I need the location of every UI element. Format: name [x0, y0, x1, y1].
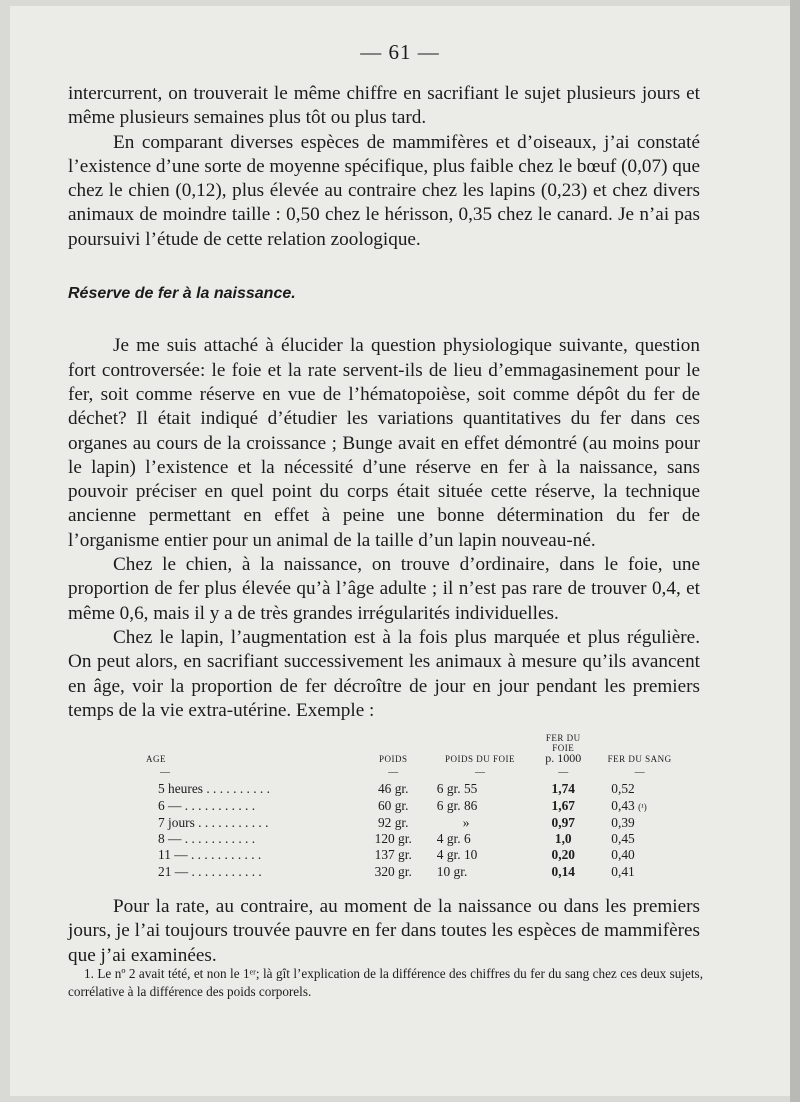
- cell-fer-foie: 0,20: [551, 847, 575, 863]
- cell-age: 8 — . . . . . . . . . . .: [158, 831, 256, 847]
- section-heading: Réserve de fer à la naissance.: [68, 285, 296, 303]
- cell-poids-foie: 6 gr. 55: [436, 781, 478, 797]
- dash-age: —: [160, 767, 170, 778]
- cell-poids: 320 gr.: [374, 863, 412, 879]
- book-spine-shadow: [790, 0, 800, 1102]
- fer-sang-value: 0,39: [611, 814, 635, 830]
- paragraph-3: Je me suis attaché à élucider la question physiologique suivante, question fort controversée: le foie et la rate servent-ils de lieu d’emmagasinement pour le fer, soit comme réserve en vue de l’hématopoièse, soit comme dépôt du fer de déchet? Il était indiqué d’étudier les variations quantitatives du fer dans ces organes au cours de la croissance ; Bunge avait en effet démontré (au moins pour le lapin) l’existence et la nécessité d’une réserve en fer à la naissance, sans pouvoir préciser en quel point du corps était située cette réserve, la technique ancienne permettant en effet à peine une bonne détermination du fer de l’organisme entier pour un animal de la taille d’un lapin nouveau-né.: [68, 335, 700, 551]
- cell-poids-foie: 6 gr. 86: [436, 798, 478, 814]
- cell-poids-foie: 4 gr. 10: [436, 847, 478, 863]
- cell-age: 5 heures . . . . . . . . . .: [158, 781, 270, 797]
- dash-poids-foie: —: [475, 767, 485, 778]
- cell-fer-sang: [589, 847, 690, 863]
- cell-age: 7 jours . . . . . . . . . . .: [158, 814, 269, 830]
- paragraph-6: Pour la rate, au contraire, au moment de la naissance ou dans les premiers jours, je l’ai toujours trouvée pauvre en fer dans toutes les espèces de mammifères que j’ai examinées.: [68, 896, 700, 966]
- table-row: [100, 847, 690, 863]
- fer-sang-value: 0,52: [611, 781, 635, 797]
- paragraph-2: En comparant diverses espèces de mammifères et d’oiseaux, j’ai constaté l’existence d’une sorte de moyenne spécifique, plus faible chez le bœuf (0,07) que chez le chien (0,12), plus élevée au contraire chez les lapins (0,23) et chez divers animaux de moindre taille : 0,50 chez le hérisson, 0,35 chez le canard. Je n’ai pas poursuivi l’étude de cette relation zoologique.: [68, 131, 700, 250]
- cell-fer-foie: 0,97: [551, 814, 575, 830]
- table-row: [100, 781, 690, 797]
- cell-poids: 120 gr.: [374, 831, 412, 847]
- header-age: AGE: [146, 754, 166, 764]
- footnote: [68, 965, 703, 1001]
- header-fer-foie-line1: FER DU FOIE: [545, 733, 581, 753]
- paragraph-5: Chez le lapin, l’augmentation est à la fois plus marquée et plus régulière. On peut alors, en sacrifiant successivement les animaux à mesure qu’ils avancent en âge, voir la proportion de fer décroître de jour en jour pendant les premiers temps de la vie extra-utérine. Exemple :: [68, 626, 700, 721]
- cell-poids: 137 gr.: [374, 847, 412, 863]
- fer-sang-value: 0,41: [611, 863, 635, 879]
- page-number: — 61 —: [360, 40, 440, 64]
- cell-fer-sang: [589, 815, 690, 831]
- fer-sang-value: 0,45: [611, 831, 635, 847]
- cell-poids: 46 gr.: [377, 781, 409, 797]
- table-row: [100, 815, 690, 831]
- cell-poids: 92 gr.: [377, 814, 409, 830]
- footnote-text: 1. Le nº 2 avait tété, et non le 1ᵉʳ; là gît l’explication de la différence des chiffres du fer du sang chez ces deux sujets, corrélative à la différence des poids corporels.: [68, 966, 703, 999]
- fer-sang-value: 0,43: [611, 797, 635, 813]
- cell-poids: 60 gr.: [377, 798, 409, 814]
- header-fer-foie-line2: p. 1000: [545, 751, 582, 765]
- cell-fer-sang: [589, 781, 690, 797]
- cell-poids-foie: »: [462, 814, 470, 830]
- header-poids: POIDS: [378, 754, 408, 764]
- cell-age: 21 — . . . . . . . . . . .: [158, 863, 262, 879]
- dash-fer-sang: —: [634, 767, 645, 778]
- table-dash-row: [100, 765, 690, 781]
- table-header-row: [100, 733, 690, 765]
- header-fer-sang: FER DU SANG: [607, 754, 672, 764]
- cell-fer-foie: 1,67: [551, 798, 575, 814]
- table-row: [100, 831, 690, 847]
- dash-fer-foie: —: [558, 767, 569, 778]
- fer-sang-value: 0,40: [611, 847, 635, 863]
- cell-fer-foie: 1,0: [554, 831, 572, 847]
- cell-poids-foie: 4 gr. 6: [436, 831, 471, 847]
- cell-poids-foie: 10 gr.: [436, 863, 468, 879]
- header-poids-foie: POIDS DU FOIE: [444, 754, 515, 764]
- cell-age: 11 — . . . . . . . . . . .: [158, 847, 262, 863]
- cell-fer-sang: [589, 831, 690, 847]
- table-row: [100, 798, 690, 815]
- paragraph-1: intercurrent, on trouverait le même chiffre en sacrifiant le sujet plusieurs jours et même plusieurs semaines plus tôt ou plus tard.: [68, 83, 700, 129]
- cell-age: 6 — . . . . . . . . . . .: [158, 798, 256, 814]
- footnote-reference: (¹): [638, 801, 647, 812]
- header-fer-foie: [537, 733, 589, 765]
- paragraph-4: Chez le chien, à la naissance, on trouve d’ordinaire, dans le foie, une proportion de fer plus élevée qu’à l’âge adulte ; il n’est pas rare de trouver 0,4, et même 0,6, mais il y a de très grandes irrégularités individuelles.: [68, 554, 700, 624]
- iron-data-table: [100, 733, 690, 880]
- cell-fer-sang: [589, 798, 690, 815]
- cell-fer-foie: 1,74: [551, 781, 575, 797]
- cell-fer-foie: 0,14: [551, 863, 575, 879]
- dash-poids: —: [388, 767, 399, 778]
- body-text-upper: [68, 82, 700, 723]
